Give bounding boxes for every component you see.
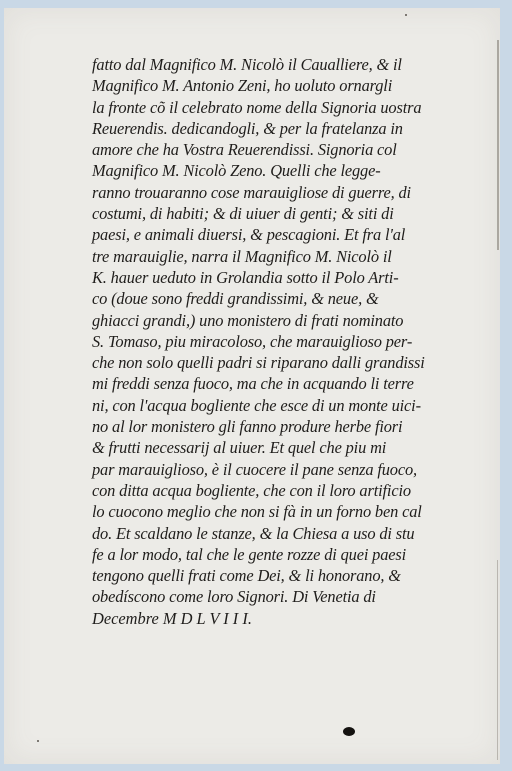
text-line: Reuerendis. dedicandogli, & per la fratelanza in: [92, 118, 403, 138]
paper-speck: [37, 740, 39, 742]
dedication-text: [92, 54, 487, 629]
text-line: par marauiglioso, è il cuocere il pane senza fuoco,: [92, 459, 417, 479]
text-line: fe a lor modo, tal che le gente rozze di quei paesi: [92, 544, 407, 564]
text-line: amore che ha Vostra Reuerendissi. Signoria col: [92, 140, 397, 160]
text-line: co (doue sono freddi grandissimi, & neue, &: [92, 289, 379, 309]
text-line: no al lor monistero gli fanno produre herbe fiori: [92, 417, 403, 437]
text-line: Magnifico M. Nicolò Zeno. Quelli che legge-: [92, 161, 381, 181]
text-line: tengono quelli frati come Dei, & li honorano, &: [92, 566, 401, 586]
text-line: ranno trouaranno cose marauigliose di guerre, di: [92, 182, 411, 202]
text-line: & frutti necessarij al uiuer. Et quel che piu mi: [92, 438, 387, 458]
text-line: paesi, e animali diuersi, & pescagioni. Et fra l'al: [92, 225, 406, 245]
text-line: lo cuocono meglio che non si fà in un forno ben cal: [92, 502, 422, 522]
text-line: che non solo quelli padri si riparano dalli grandissi: [92, 353, 425, 373]
text-line: mi freddi senza fuoco, ma che in acquando li terre: [92, 374, 414, 394]
text-line: fatto dal Magnifico M. Nicolò il Caualliere, & il: [92, 55, 402, 74]
ink-blot: [343, 727, 355, 736]
text-line: ni, con l'acqua bogliente che esce di un monte uici-: [92, 395, 421, 415]
page-edge-line: [497, 40, 499, 250]
text-line: costumi, di habiti; & di uiuer di genti; & siti di: [92, 204, 394, 224]
date-line: Decembre M D L V I I I.: [92, 608, 252, 628]
text-line: con ditta acqua bogliente, che con il loro artificio: [92, 480, 411, 500]
text-line: do. Et scaldano le stanze, & la Chiesa a uso di stu: [92, 523, 415, 543]
text-line: S. Tomaso, piu miracoloso, che marauiglioso per-: [92, 331, 413, 351]
text-line: ghiacci grandi,) uno monistero di frati nominato: [92, 310, 404, 330]
text-line: obedíscono come loro Signori. Di Venetia di: [92, 587, 376, 607]
page-edge-line-lower: [497, 560, 498, 760]
text-line: tre marauiglie, narra il Magnifico M. Nicolò il: [92, 246, 392, 266]
text-line: Magnifico M. Antonio Zeni, ho uoluto ornargli: [92, 76, 393, 96]
text-line: la fronte cõ il celebrato nome della Signoria uostra: [92, 97, 422, 117]
text-line: K. hauer ueduto in Grolandia sotto il Polo Arti-: [92, 267, 399, 287]
paper-speck: [405, 14, 407, 16]
